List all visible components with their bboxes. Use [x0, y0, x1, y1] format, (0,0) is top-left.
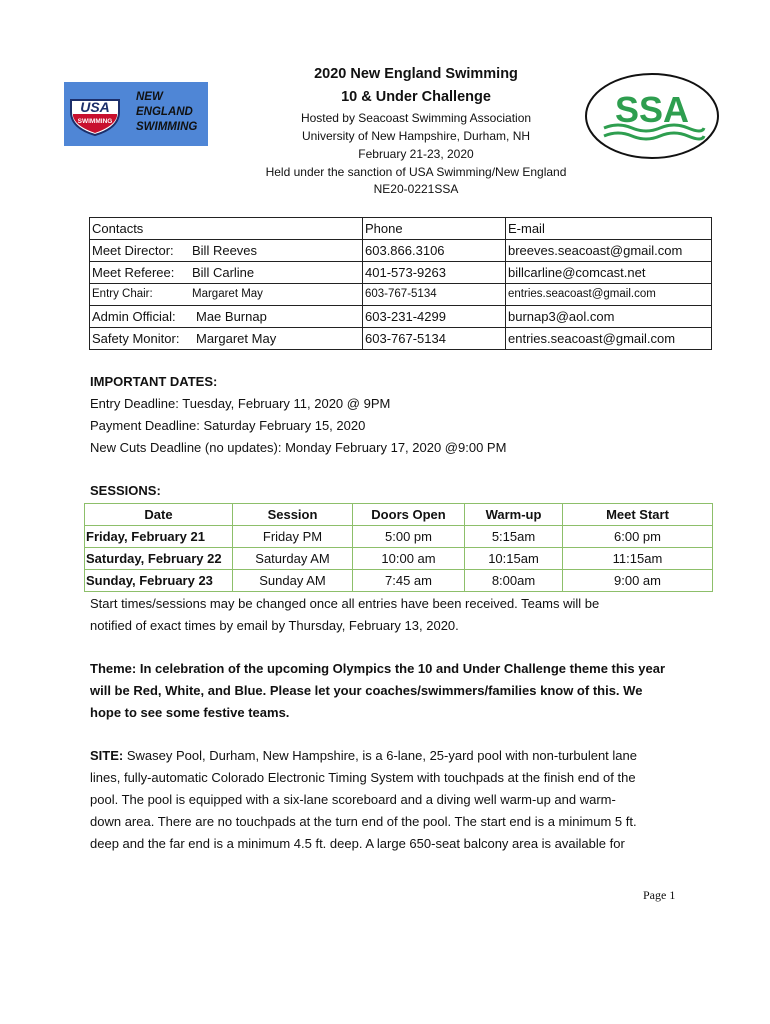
contact-role: Entry Chair:: [92, 288, 153, 300]
contacts-table: [89, 217, 712, 350]
contact-name: Bill Carline: [192, 265, 255, 280]
meet-title-line2: 10 & Under Challenge: [341, 89, 491, 105]
contact-row: [90, 262, 712, 284]
warm-up: 8:00am: [465, 570, 563, 592]
contacts-header: Contacts: [90, 218, 363, 240]
session-row: [85, 548, 713, 570]
doors-open: 7:45 am: [353, 570, 465, 592]
contact-phone: 401-573-9263: [363, 262, 506, 284]
contact-role: Safety Monitor:: [92, 331, 180, 346]
session-date: Sunday, February 23: [85, 570, 233, 592]
new-cuts-deadline: New Cuts Deadline (no updates): Monday February 17, 2020 @9:00 PM: [90, 440, 507, 455]
date-header: Date: [85, 504, 233, 526]
contact-name: Margaret May: [192, 288, 263, 300]
contact-email: burnap3@aol.com: [506, 306, 712, 328]
logo-word-england: ENGLAND: [136, 106, 193, 118]
sessions-heading: SESSIONS:: [90, 483, 161, 498]
phone-header: Phone: [363, 218, 506, 240]
site-text: Swasey Pool, Durham, New Hampshire, is a 6-lane, 25-yard pool with non-turbulent lane: [123, 748, 637, 763]
contact-email: entries.seacoast@gmail.com: [506, 284, 712, 306]
host-line: Hosted by Seacoast Swimming Association: [300, 111, 532, 125]
payment-deadline: Payment Deadline: Saturday February 15, 2020: [90, 418, 366, 433]
contact-email: entries.seacoast@gmail.com: [506, 328, 712, 350]
meet-start: 6:00 pm: [563, 526, 713, 548]
new-england-swimming-logo: [64, 82, 208, 146]
contact-phone: 603-767-5134: [363, 284, 506, 306]
contact-row: [90, 284, 712, 306]
session-name: Saturday AM: [233, 548, 353, 570]
session-row: [85, 526, 713, 548]
logo-word-swimming: SWIMMING: [136, 121, 198, 133]
new-england-swimming-wordmark: [136, 90, 206, 135]
contact-role: Admin Official:: [92, 309, 176, 324]
session-row: [85, 570, 713, 592]
doors-open: 5:00 pm: [353, 526, 465, 548]
location-line: University of New Hampshire, Durham, NH: [301, 129, 531, 143]
page-number: Page 1: [643, 888, 676, 902]
site-line2: lines, fully-automatic Colorado Electronic Timing System with touchpads at the finish end of the: [90, 770, 636, 785]
session-name: Friday PM: [233, 526, 353, 548]
warm-up: 5:15am: [465, 526, 563, 548]
contact-name: Bill Reeves: [192, 243, 258, 258]
usa-logo-sub: SWIMMING: [77, 118, 113, 125]
ssa-logo: [584, 72, 720, 160]
contacts-header-row: [90, 218, 712, 240]
logo-word-new: NEW: [136, 91, 163, 103]
contact-role: Meet Referee:: [92, 265, 175, 280]
contact-role: Meet Director:: [92, 243, 174, 258]
theme-line3: hope to see some festive teams.: [90, 705, 290, 720]
session-name: Sunday AM: [233, 570, 353, 592]
meet-start-header: Meet Start: [563, 504, 713, 526]
important-dates-heading: IMPORTANT DATES:: [90, 374, 218, 389]
site-line1: [90, 748, 637, 763]
contact-row: [90, 328, 712, 350]
contact-phone: 603.866.3106: [363, 240, 506, 262]
contact-phone: 603-767-5134: [363, 328, 506, 350]
contact-email: billcarline@comcast.net: [506, 262, 712, 284]
ssa-logo-text: SSA: [614, 89, 690, 130]
contact-name: Mae Burnap: [196, 309, 267, 324]
doors-open-header: Doors Open: [353, 504, 465, 526]
warm-up-header: Warm-up: [465, 504, 563, 526]
warm-up: 10:15am: [465, 548, 563, 570]
meet-start: 9:00 am: [563, 570, 713, 592]
site-label: SITE:: [90, 748, 124, 763]
meet-start: 11:15am: [563, 548, 713, 570]
theme-line2: will be Red, White, and Blue. Please let your coaches/swimmers/families know of this. We: [90, 683, 643, 698]
session-date: Friday, February 21: [85, 526, 233, 548]
dates-line: February 21-23, 2020: [358, 147, 474, 161]
session-header: Session: [233, 504, 353, 526]
contact-name: Margaret May: [196, 331, 277, 346]
theme-line1: Theme: In celebration of the upcoming Olympics the 10 and Under Challenge theme this year: [90, 661, 666, 676]
contact-phone: 603-231-4299: [363, 306, 506, 328]
doors-open: 10:00 am: [353, 548, 465, 570]
usa-logo-text: USA: [80, 99, 110, 115]
contact-email: breeves.seacoast@gmail.com: [506, 240, 712, 262]
sanction-line: Held under the sanction of USA Swimming/New England: [265, 165, 567, 179]
sanction-number: NE20-0221SSA: [373, 182, 459, 196]
meet-title-line1: 2020 New England Swimming: [314, 66, 518, 82]
contact-row: [90, 306, 712, 328]
entry-deadline: Entry Deadline: Tuesday, February 11, 2020 @ 9PM: [90, 396, 391, 411]
email-header: E-mail: [506, 218, 712, 240]
contact-row: [90, 240, 712, 262]
sessions-header-row: [85, 504, 713, 526]
sessions-note-line1: Start times/sessions may be changed once all entries have been received. Teams will be: [90, 596, 600, 611]
sessions-note-line2: notified of exact times by email by Thursday, February 13, 2020.: [90, 618, 459, 633]
session-date: Saturday, February 22: [85, 548, 233, 570]
site-line5: deep and the far end is a minimum 4.5 ft. deep. A large 650-seat balcony area is available for: [90, 836, 625, 851]
sessions-table: [84, 503, 713, 592]
site-line4: down area. There are no touchpads at the turn end of the pool. The start end is a minimum 5 ft.: [90, 814, 637, 829]
site-line3: pool. The pool is equipped with a six-lane scoreboard and a diving well warm-up and warm-: [90, 792, 616, 807]
usa-swimming-logo-icon: [67, 90, 123, 136]
